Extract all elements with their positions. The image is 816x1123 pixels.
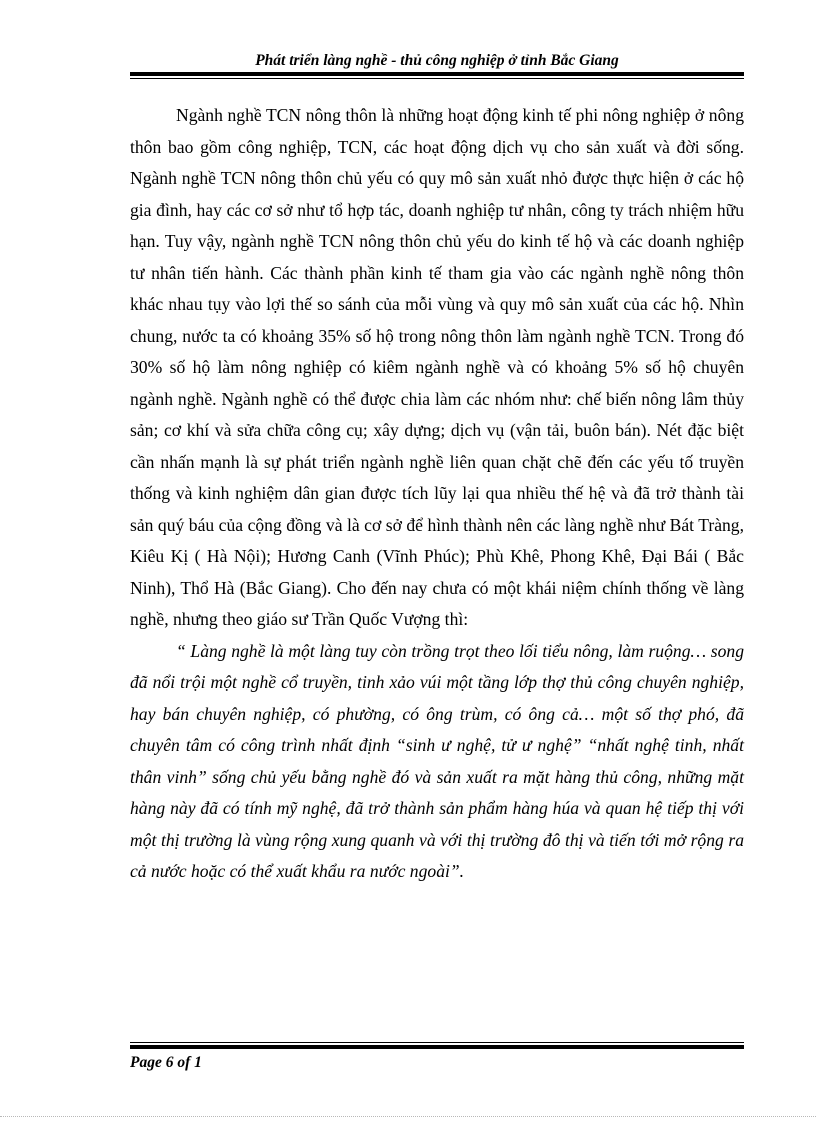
header-rule-thick (130, 72, 744, 76)
document-body (130, 100, 744, 888)
footer-rule-thick (130, 1045, 744, 1049)
header-rule-thin (130, 78, 744, 79)
page-edge-divider (0, 1116, 816, 1117)
quotation-paragraph: “ Làng nghề là một làng tuy còn trồng trọt theo lối tiểu nông, làm ruộng… song đã nổi trội một nghề cổ truyền, tinh xảo vúi một tầng lớp thợ thủ công chuyên nghiệp, hay bán chuyên nghiệp, có phường, có ông trùm, có ông cả… một số thợ phó, đã chuyên tâm có công trình nhất định “sinh ư nghệ, tử ư nghệ” “nhất nghệ tinh, nhất thân vinh” sống chủ yếu bằng nghề đó và sản xuất ra mặt hàng thủ công, những mặt hàng này đã có tính mỹ nghệ, đã trở thành sản phẩm hàng húa và quan hệ tiếp thị với một thị trường là vùng rộng xung quanh và với thị trường đô thị và tiến tới mở rộng ra cả nước hoặc có thể xuất khẩu ra nước ngoài”. (130, 640, 744, 881)
running-header: Phát triển làng nghề - thủ công nghiệp ở tỉnh Bắc Giang (255, 52, 619, 69)
page-number: Page 6 of 1 (130, 1054, 202, 1071)
body-paragraph: Ngành nghề TCN nông thôn là những hoạt động kinh tế phi nông nghiệp ở nông thôn bao gồm công nghiệp, TCN, các hoạt động dịch vụ cho sản xuất và đời sống. Ngành nghề TCN nông thôn chủ yếu có quy mô sản xuất nhỏ được thực hiện ở các hộ gia đình, hay các cơ sở như tổ hợp tác, doanh nghiệp tư nhân, công ty trách nhiệm hữu hạn. Tuy vậy, ngành nghề TCN nông thôn chủ yếu do kinh tế hộ và các doanh nghiệp tư nhân tiến hành. Các thành phần kinh tế tham gia vào các ngành nghề nông thôn khác nhau tụy vào lợi thế so sánh của mỗi vùng và quy mô sản xuất của các hộ. Nhìn chung, nước ta có khoảng 35% số hộ trong nông thôn làm ngành nghề TCN. Trong đó 30% số hộ làm nông nghiệp có kiêm ngành nghề và có khoảng 5% số hộ chuyên ngành nghề. Ngành nghề có thể được chia làm các nhóm như: chế biến nông lâm thủy sản; cơ khí và sửa chữa công cụ; xây dựng; dịch vụ (vận tải, buôn bán). Nét đặc biệt cần nhấn mạnh là sự phát triển ngành nghề liên quan chặt chẽ đến các yếu tố truyền thống và kinh nghiệm dân gian được tích lũy lại qua nhiều thế hệ và đã trở thành tài sản quý báu của cộng đồng và là cơ sở để hình thành nên các làng nghề như Bát Tràng, Kiêu Kị ( Hà Nội); Hương Canh (Vĩnh Phúc); Phù Khê, Phong Khê, Đại Bái ( Bắc Ninh), Thổ Hà (Bắc Giang). Cho đến nay chưa có một khái niệm chính thống về làng nghề, nhưng theo giáo sư Trần Quốc Vượng thì: (130, 105, 744, 629)
footer-rule-thin (130, 1042, 744, 1043)
